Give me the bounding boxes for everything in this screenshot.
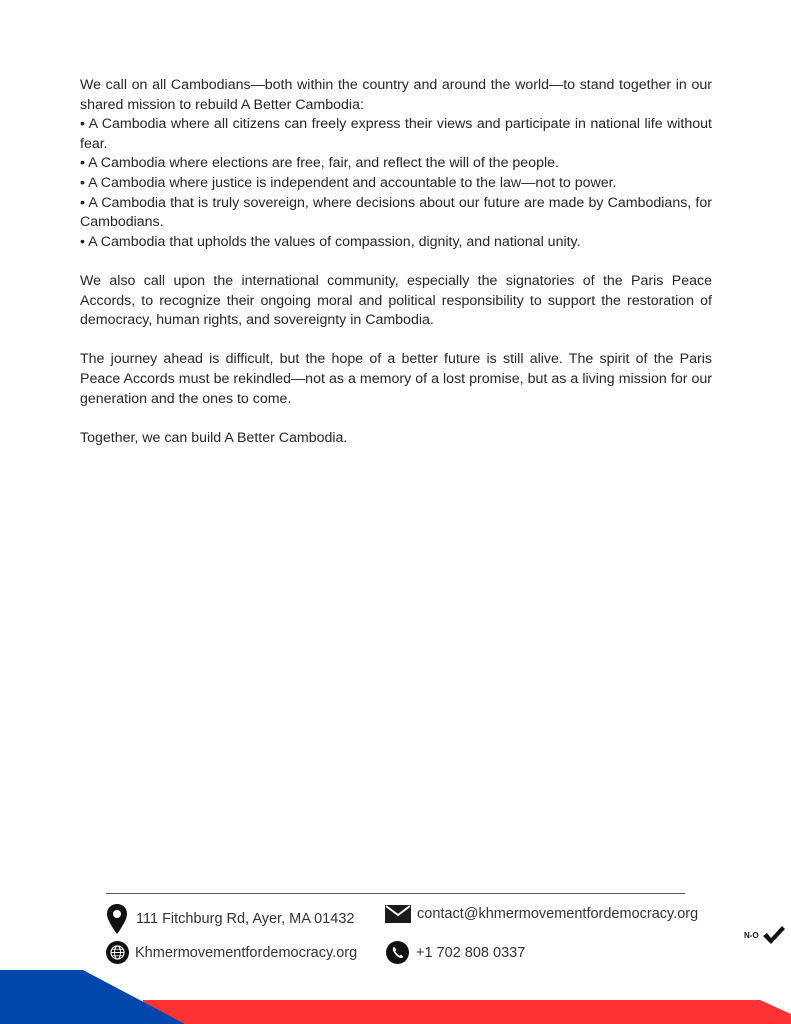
- bullet-expression: • A Cambodia where all citizens can freely express their views and participate in national life without fear.: [80, 116, 712, 152]
- paragraph-journey: The journey ahead is difficult, but the hope of a better future is still alive. The spirit of the Paris Peace Accords must be rekindled—not as a memory of a lost promise, but as a living mission for our generation and the ones to come.: [80, 351, 712, 407]
- paragraph-closing: Together, we can build A Better Cambodia.: [80, 429, 348, 446]
- address-text: 111 Fitchburg Rd, Ayer, MA 01432: [136, 911, 355, 927]
- email-link[interactable]: contact@khmermovementfordemocracy.org: [417, 906, 699, 922]
- website-link[interactable]: Khmermovementfordemocracy.org: [135, 944, 358, 961]
- bullet-justice: • A Cambodia where justice is independent and accountable to the law—not to power.: [80, 174, 617, 191]
- bullet-elections: • A Cambodia where elections are free, fair, and reflect the will of the people.: [80, 155, 559, 172]
- red-stripe: [143, 1000, 791, 1024]
- phone-number[interactable]: +1 702 808 0337: [416, 944, 526, 961]
- paragraph-intro: We call on all Cambodians—both within the country and around the world—to stand together in our shared mission to rebuild A Better Cambodia:: [80, 77, 712, 113]
- logo-text: N-O: [744, 930, 759, 940]
- bullet-values: • A Cambodia that upholds the values of compassion, dignity, and national unity.: [80, 233, 581, 250]
- bullet-sovereignty: • A Cambodia that is truly sovereign, where decisions about our future are made by Cambodians, for Cambodians.: [80, 194, 712, 231]
- paragraph-international: We also call upon the international community, especially the signatories of the Paris Peace Accords, to recognize their ongoing moral and political responsibility to support the restoration of democracy, human rights, and sovereignty in Cambodia.: [80, 272, 712, 329]
- blue-stripe: [0, 970, 185, 1024]
